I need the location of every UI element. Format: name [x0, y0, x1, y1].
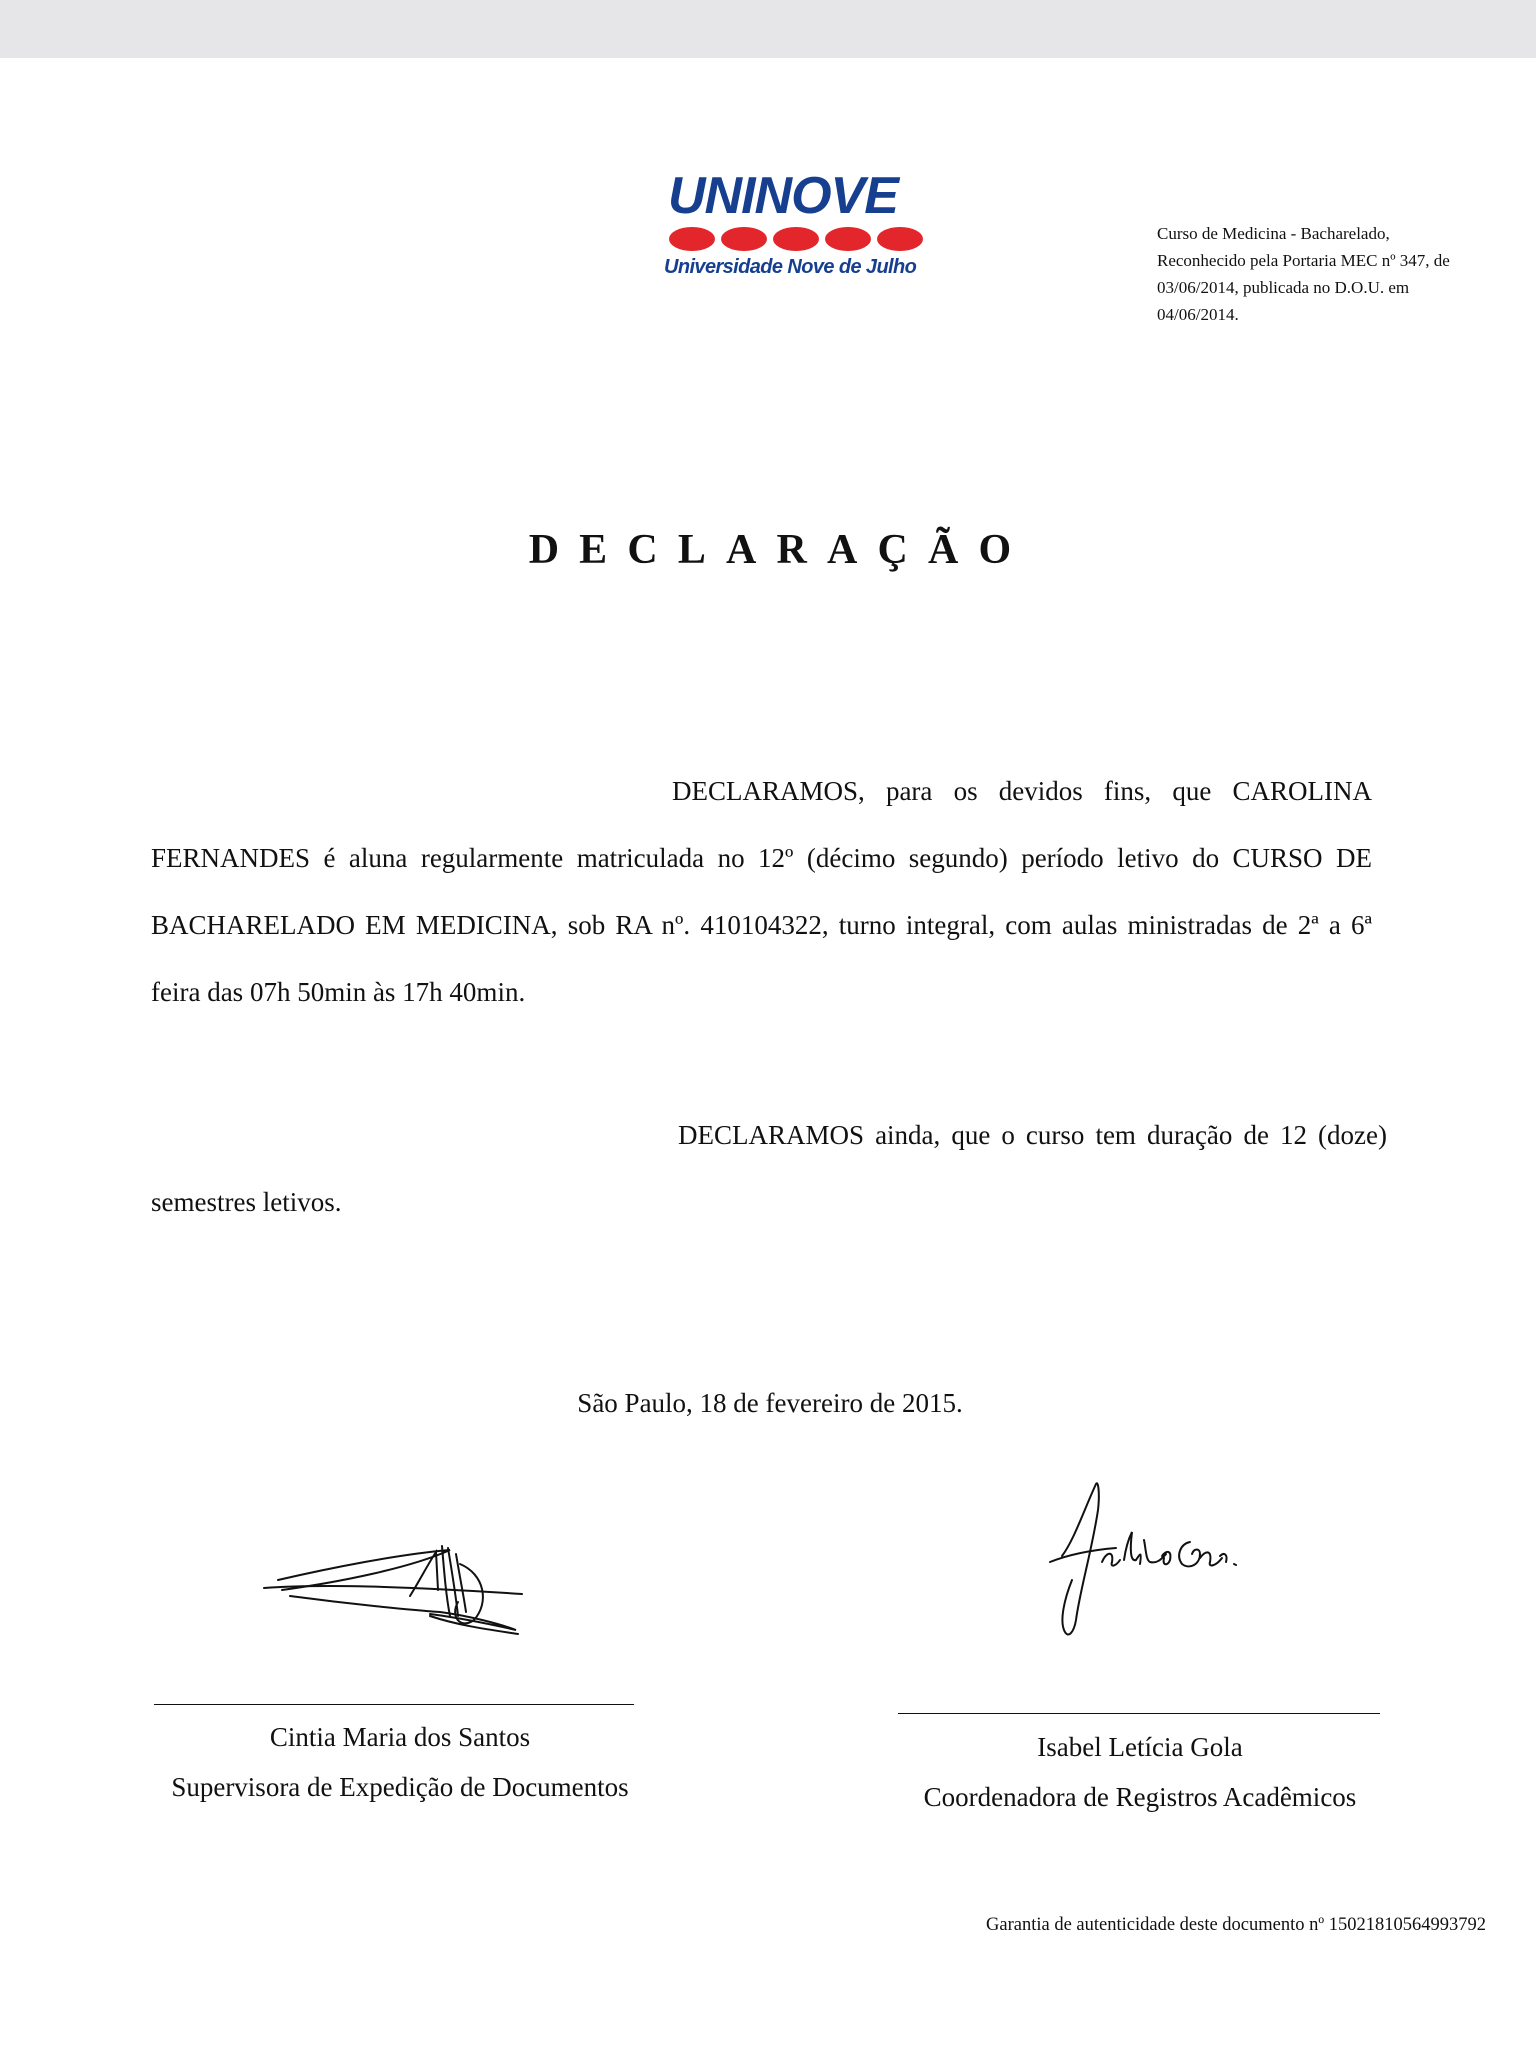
signatory-role-left: Supervisora de Expedição de Documentos — [171, 1772, 629, 1802]
course-note-line: Curso de Medicina - Bacharelado, — [1157, 224, 1390, 243]
signature-line-left — [154, 1704, 634, 1705]
course-accreditation-note — [1157, 220, 1509, 328]
logo-dot — [669, 227, 715, 251]
logo-dot — [721, 227, 767, 251]
logo-dot — [773, 227, 819, 251]
declaration-paragraph-1: DECLARAMOS, para os devidos fins, que CAROLINA FERNANDES é aluna regularmente matriculada no 12º (décimo segundo) período letivo do CURSO DE BACHARELADO EM MEDICINA, sob RA nº. 410104322, turno integral, com aulas ministradas de 2ª a 6ª feira das 07h 50min às 17h 40min. — [151, 776, 1372, 1007]
authenticity-note: Garantia de autenticidade deste documento nº 15021810564993792 — [986, 1915, 1486, 1935]
top-toolbar-bar — [0, 0, 1536, 58]
date-line: São Paulo, 18 de fevereiro de 2015. — [577, 1388, 963, 1418]
logo-dots — [666, 226, 926, 252]
declaration-paragraph-2: DECLARAMOS ainda, que o curso tem duração de 12 (doze) semestres letivos. — [151, 1120, 1387, 1217]
logo-dot — [825, 227, 871, 251]
signatory-role-right: Coordenadora de Registros Acadêmicos — [923, 1782, 1357, 1812]
course-note-line: 03/06/2014, publicada no D.O.U. em — [1157, 278, 1410, 297]
logo-wordmark: UNINOVE — [668, 167, 898, 225]
logo-dot — [877, 227, 923, 251]
signature-line-right — [898, 1713, 1380, 1714]
uninove-logo — [664, 168, 926, 290]
handwritten-signature-right — [1040, 1470, 1240, 1670]
course-note-line: Reconhecido pela Portaria MEC nº 347, de — [1157, 251, 1450, 270]
signatory-name-left: Cintia Maria dos Santos — [269, 1722, 531, 1752]
signature-block-right — [880, 1470, 1400, 1870]
logo-subtitle: Universidade Nove de Julho — [664, 256, 917, 278]
document-title: DECLARAÇÃO — [528, 527, 1032, 573]
handwritten-signature-left — [260, 1520, 550, 1640]
signature-block-left — [140, 1520, 660, 1860]
signatory-name-right: Isabel Letícia Gola — [1037, 1732, 1243, 1762]
course-note-line: 04/06/2014. — [1157, 305, 1239, 324]
